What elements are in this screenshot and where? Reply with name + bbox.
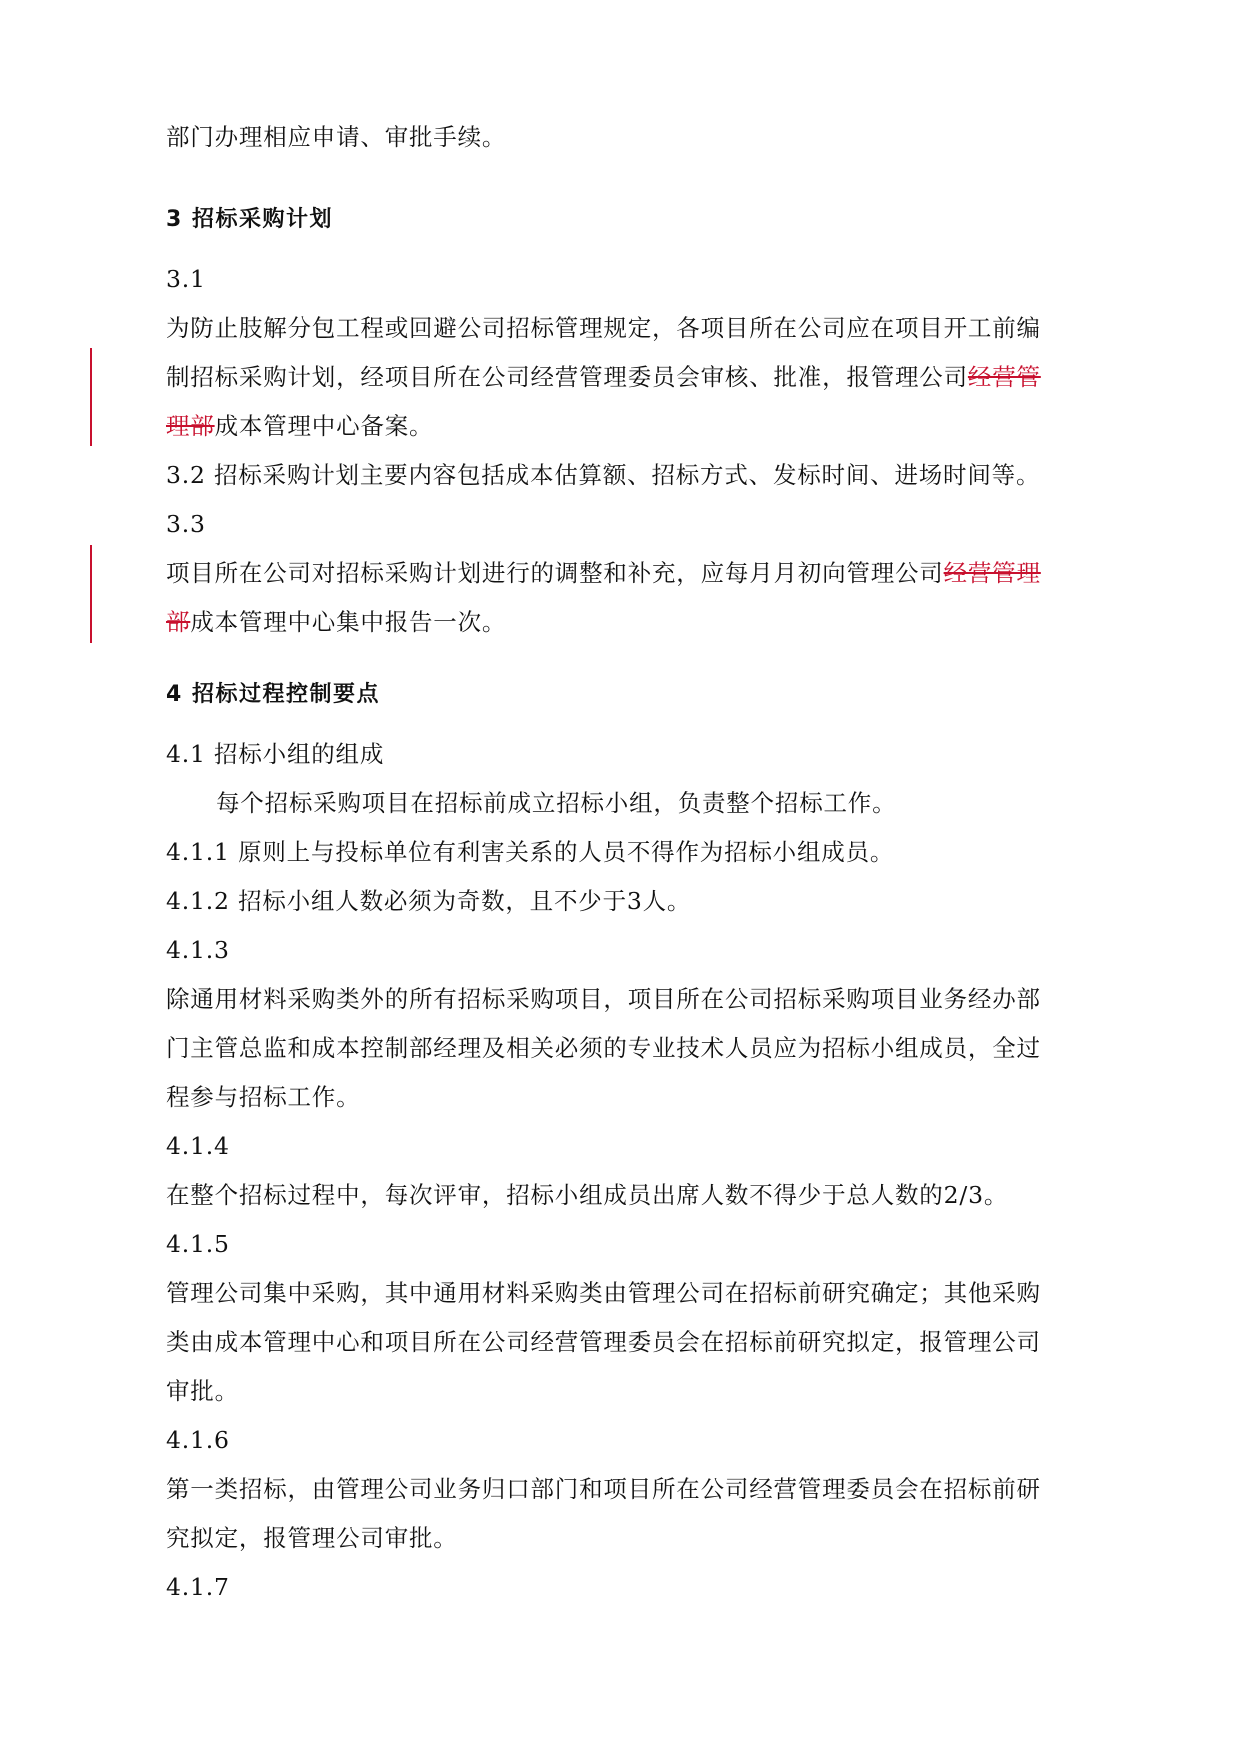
clause-4-1-3-line-2: 门主管总监和成本控制部经理及相关必须的专业技术人员应为招标小组成员，全过 xyxy=(166,1034,1041,1062)
change-bar-3-3 xyxy=(90,545,92,643)
tracked-deletion: 理部 xyxy=(166,412,215,440)
clause-4-1-5-line-1: 管理公司集中采购，其中通用材料采购类由管理公司在招标前研究确定；其他采购 xyxy=(166,1279,1041,1307)
clause-4-1: 4.1 招标小组的组成 xyxy=(166,740,385,768)
clause-number-4-1-5: 4.1.5 xyxy=(166,1230,230,1258)
section-heading-3: 3 招标采购计划 xyxy=(166,207,333,232)
clause-number-4-1-7: 4.1.7 xyxy=(166,1573,230,1601)
clause-4-1-5-line-2: 类由成本管理中心和项目所在公司经营管理委员会在招标前研究拟定，报管理公司 xyxy=(166,1328,1041,1356)
clause-4-1-body: 每个招标采购项目在招标前成立招标小组，负责整个招标工作。 xyxy=(216,789,897,817)
clause-number-3-3: 3.3 xyxy=(166,510,206,538)
section-heading-4: 4 招标过程控制要点 xyxy=(166,682,380,707)
clause-4-1-4-line-1: 在整个招标过程中，每次评审，招标小组成员出席人数不得少于总人数的2/3。 xyxy=(166,1181,1009,1209)
paragraph-continuation: 部门办理相应申请、审批手续。 xyxy=(166,123,507,151)
clause-3-3-text: 成本管理中心集中报告一次。 xyxy=(190,608,507,636)
clause-number-3-1: 3.1 xyxy=(166,265,206,293)
clause-4-1-6-line-2: 究拟定，报管理公司审批。 xyxy=(166,1524,458,1552)
clause-number-4-1-4: 4.1.4 xyxy=(166,1132,230,1160)
clause-3-2: 3.2 招标采购计划主要内容包括成本估算额、招标方式、发标时间、进场时间等。 xyxy=(166,461,1041,489)
change-bar-3-1 xyxy=(90,348,92,446)
clause-4-1-1: 4.1.1 原则上与投标单位有利害关系的人员不得作为招标小组成员。 xyxy=(166,838,895,866)
clause-4-1-5-line-3: 审批。 xyxy=(166,1377,239,1405)
clause-4-1-6-line-1: 第一类招标，由管理公司业务归口部门和项目所在公司经营管理委员会在招标前研 xyxy=(166,1475,1041,1503)
clause-3-3-text: 项目所在公司对招标采购计划进行的调整和补充，应每月月初向管理公司 xyxy=(166,559,944,587)
clause-4-1-3-line-1: 除通用材料采购类外的所有招标采购项目，项目所在公司招标采购项目业务经办部 xyxy=(166,985,1041,1013)
clause-4-1-3-line-3: 程参与招标工作。 xyxy=(166,1083,361,1111)
tracked-deletion: 部 xyxy=(166,608,191,636)
clause-3-1-line-1: 为防止肢解分包工程或回避公司招标管理规定，各项目所在公司应在项目开工前编 xyxy=(166,314,1041,342)
clause-3-1-line-3 xyxy=(166,402,1076,451)
clause-4-1-2: 4.1.2 招标小组人数必须为奇数，且不少于3人。 xyxy=(166,887,692,915)
clause-3-1-text: 成本管理中心备案。 xyxy=(214,412,434,440)
clause-3-3-line-1 xyxy=(166,549,1076,598)
clause-3-1-line-2 xyxy=(166,353,1076,402)
tracked-deletion: 经营管 xyxy=(967,363,1041,391)
clause-3-3-line-2 xyxy=(166,598,1076,647)
clause-number-4-1-6: 4.1.6 xyxy=(166,1426,230,1454)
tracked-deletion: 经营管理 xyxy=(943,559,1041,587)
clause-3-1-text: 制招标采购计划，经项目所在公司经营管理委员会审核、批准，报管理公司 xyxy=(166,363,968,391)
clause-number-4-1-3: 4.1.3 xyxy=(166,936,230,964)
